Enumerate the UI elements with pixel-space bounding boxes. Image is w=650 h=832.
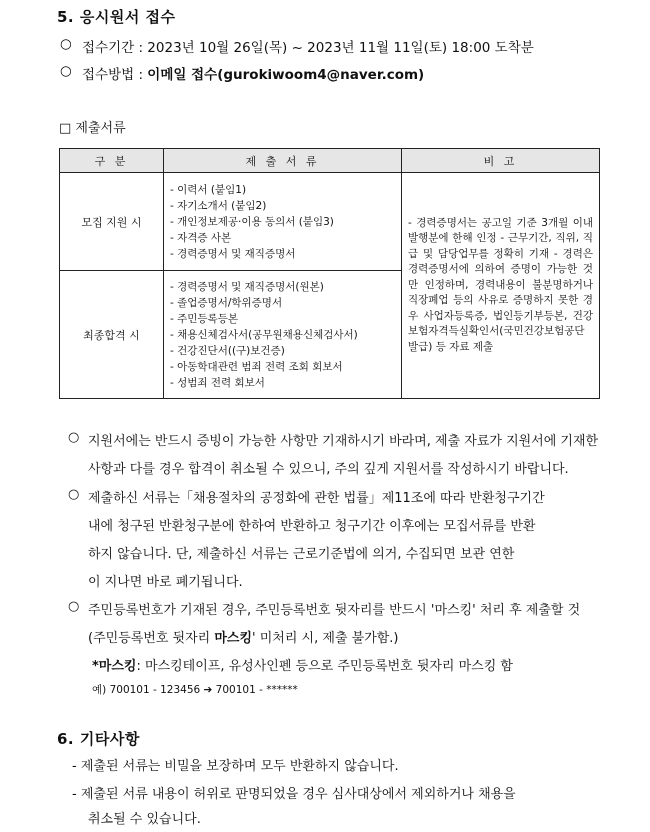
bullet: ○: [68, 487, 80, 502]
table-header-row: [60, 149, 600, 173]
section6-line1: - 제출된 서류는 비밀을 보장하며 모두 반환하지 않습니다.: [72, 759, 399, 774]
table-row: [60, 173, 600, 271]
list-item: - 성범죄 전력 회보서: [170, 376, 265, 389]
period-row: [82, 36, 534, 56]
list-item: - 경력증명서 및 재직증명서: [170, 247, 296, 260]
method-row: [82, 63, 424, 83]
mask-label: *마스킹: [92, 659, 137, 674]
period-label: 접수기간 :: [82, 40, 148, 56]
section6-line3: 취소될 수 있습니다.: [88, 812, 201, 827]
list-item: - 졸업증명서/학위증명서: [170, 296, 283, 309]
list-item: - 아동학대관련 범죄 전력 조회 회보서: [170, 360, 343, 373]
bullet: ○: [60, 63, 72, 79]
header-documents: 제 출 서 류: [164, 149, 402, 173]
bullet: ○: [60, 36, 72, 52]
row-items: [164, 173, 402, 271]
notice1-line2: 사항과 다를 경우 합격이 취소될 수 있으니, 주의 깊게 지원서를 작성하시기 바랍니다.: [88, 462, 569, 477]
notice1-line1: 지원서에는 반드시 증빙이 가능한 사항만 기재하시기 바라며, 제출 자료가 지원서에 기재한: [88, 434, 599, 449]
row-category: 모집 지원 시: [60, 173, 164, 271]
row-category: 최종합격 시: [60, 271, 164, 399]
notice3-line2-b: 마스킹: [214, 631, 253, 646]
notice3-line2-c: ' 미처리 시, 제출 불가함.): [252, 631, 399, 646]
list-item: - 건강진단서((구)보건증): [170, 344, 285, 357]
docs-title: □ 제출서류: [59, 121, 126, 136]
notice3-line2: [88, 627, 399, 646]
list-item: - 자격증 사본: [170, 231, 232, 244]
list-item: - 경력증명서 및 재직증명서(원본): [170, 280, 324, 293]
section5-title: 5. 응시원서 접수: [57, 8, 176, 26]
section6-title: 6. 기타사항: [57, 730, 140, 748]
notice2-line1: 제출하신 서류는「채용절차의 공정화에 관한 법률」제11조에 따라 반환청구기간: [88, 491, 545, 506]
list-item: - 채용신체검사서(공무원채용신체검사서): [170, 328, 358, 341]
method-value: 이메일 접수(gurokiwoom4@naver.com): [147, 67, 425, 83]
bullet: ○: [68, 599, 80, 614]
mask-note: [92, 655, 513, 674]
list-item: - 이력서 (붙임1): [170, 183, 247, 196]
notice3-line2-a: (주민등록번호 뒷자리: [88, 631, 215, 646]
section6-line2: - 제출된 서류 내용이 허위로 판명되었을 경우 심사대상에서 제외하거나 채용을: [72, 787, 516, 802]
bullet: ○: [68, 430, 80, 445]
mask-example: 예) 700101 - 123456 ➔ 700101 - ******: [92, 684, 298, 696]
documents-table: [59, 148, 600, 399]
list-item: - 주민등록등본: [170, 312, 238, 325]
list-item: - 개인정보제공·이용 동의서 (붙임3): [170, 215, 334, 228]
method-label: 접수방법 :: [82, 67, 148, 83]
notice2-line3: 하지 않습니다. 단, 제출하신 서류는 근로기준법에 의거, 수집되면 보관 연한: [88, 547, 515, 562]
mask-text: : 마스킹테이프, 유성사인펜 등으로 주민등록번호 뒷자리 마스킹 함: [136, 659, 513, 674]
notice2-line4: 이 지나면 바로 폐기됩니다.: [88, 575, 243, 590]
header-notes: 비 고: [402, 149, 600, 173]
period-value: 2023년 10월 26일(목) ~ 2023년 11월 11일(토) 18:00 도착분: [147, 40, 534, 56]
notice2-line2: 내에 청구된 반환청구분에 한하여 반환하고 청구기간 이후에는 모집서류를 반환: [88, 519, 536, 534]
notice3-line1: 주민등록번호가 기재된 경우, 주민등록번호 뒷자리를 반드시 '마스킹' 처리 후 제출할 것: [88, 603, 581, 618]
notes-cell: - 경력증명서는 공고일 기준 3개월 이내 발행분에 한해 인정 - 근무기간, 직위, 직급 및 담당업무를 정확히 기재 - 경력은 경력증명서에 의하여 증명이 가능한 것만 인정하며, 경력내용이 불분명하거나 직장폐업 등의 사유로 증명하지 못한 경우 사업자등록증, 법인등기부등본, 건강보험자격득실확인서(국민건강보험공단 발급) 등 자료 제출: [402, 173, 600, 399]
list-item: - 자기소개서 (붙임2): [170, 199, 267, 212]
row-items: [164, 271, 402, 399]
header-category: 구 분: [60, 149, 164, 173]
